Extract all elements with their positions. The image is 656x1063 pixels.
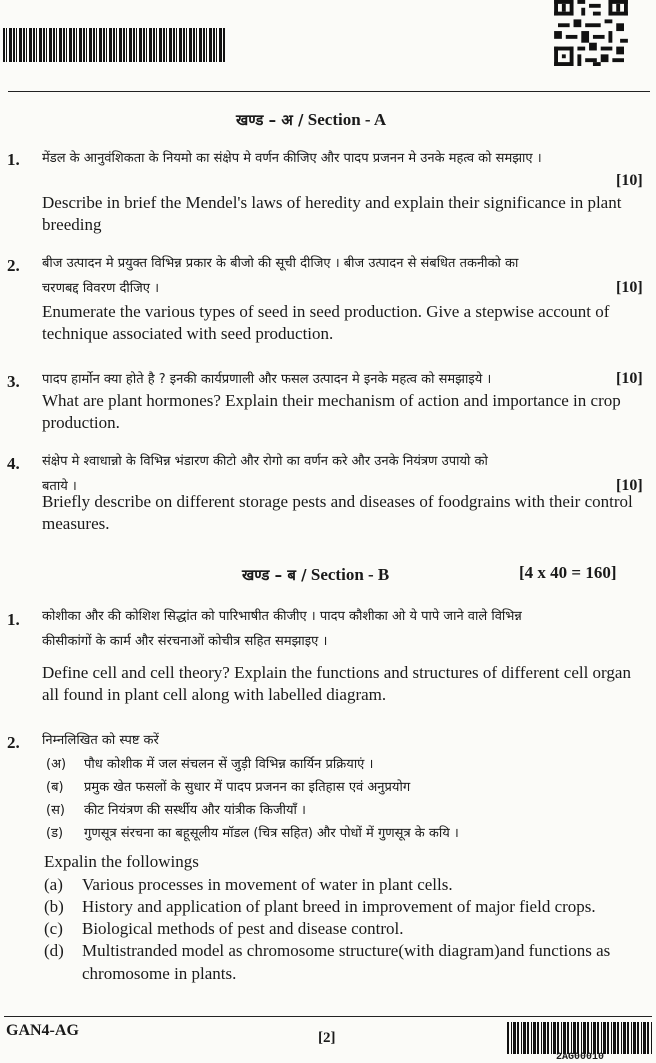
- question-b2-english-item-d: [44, 940, 610, 962]
- question-b2-english-intro: Expalin the followings: [44, 852, 199, 871]
- question-b2-hindi-item-a: [46, 752, 373, 777]
- question-a2-english-line2: technique associated with seed production.: [42, 324, 334, 343]
- item-text: प्रमुक खेत फसलों के सुधार में पादप प्रजनन का इतिहास एवं अनुप्रयोग: [84, 780, 411, 795]
- question-b2-english-item-d-line2: chromosome in plants.: [82, 964, 237, 983]
- section-a-heading-english: Section - A: [307, 110, 387, 129]
- section-b-heading-english: Section - B: [310, 565, 390, 584]
- question-b2-hindi-intro: निम्नलिखित को स्पष्ट करें: [42, 733, 159, 748]
- item-text: कीट नियंत्रण की सर्स्थीय और यांत्रीक किजीयाँ ।: [84, 803, 306, 818]
- question-a2-hindi-line1: बीज उत्पादन मे प्रयुक्त विभिन्न प्रकार के बीजो की सूची दीजिए । बीज उत्पादन से संबधित तकनीको का: [42, 256, 519, 271]
- item-label: (c): [44, 919, 63, 938]
- footer-rule: [4, 1016, 652, 1017]
- question-b2-hindi-item-c: [46, 798, 306, 823]
- question-b2-english-item-c: [44, 918, 404, 940]
- paper-code: GAN4-AG: [6, 1022, 79, 1039]
- question-b2-english-item-a: [44, 874, 453, 896]
- item-label: (ब): [46, 780, 64, 795]
- question-b2-english-item-b: [44, 896, 596, 918]
- question-a2-hindi-line2: चरणबद्द विवरण दीजिए ।: [42, 281, 160, 296]
- question-a1-number: 1.: [7, 150, 20, 169]
- item-text: Multistranded model as chromosome structure(with diagram)and functions as: [82, 941, 611, 960]
- item-text: Biological methods of pest and disease control.: [82, 919, 404, 938]
- question-b1-hindi-line2: कीसीकांगों के कार्म और संरचनाओं कोचीत्र सहित समझाइए ।: [42, 634, 328, 649]
- bottom-barcode: [507, 1022, 653, 1054]
- header-rule: [8, 91, 650, 92]
- section-a-heading: [236, 108, 386, 133]
- item-label: (ड): [46, 826, 64, 841]
- question-b1-english-line2: all found in plant cell along with labelled diagram.: [42, 685, 387, 704]
- qr-code: [553, 0, 629, 66]
- question-a4-english-line1: Briefly describe on different storage pests and diseases of foodgrains with their control: [42, 492, 633, 511]
- question-a4-hindi-line1: संक्षेप मे श्वाधान्नो के विभिन्न भंडारण कीटो और रोगो का वर्णन करे और उनके नियंत्रण उपायो को: [42, 454, 488, 469]
- question-a3-english-line1: What are plant hormones? Explain their mechanism of action and importance in crop: [42, 391, 621, 410]
- item-label: (स): [46, 803, 65, 818]
- page-number: [2]: [318, 1030, 336, 1046]
- bottom-barcode-text: 2AG00010: [556, 1052, 605, 1063]
- top-barcode: [3, 28, 226, 62]
- item-text: History and application of plant breed in improvement of major field crops.: [82, 897, 596, 916]
- question-a3-english-line2: production.: [42, 413, 120, 432]
- question-a4-hindi-line2: बताये ।: [42, 479, 77, 494]
- item-label: (अ): [46, 757, 67, 772]
- question-a1-hindi: मेंडल के आनुवंशिकता के नियमो का संक्षेप मे वर्णन कीजिए और पादप प्रजनन मे उनके महत्व को समझाए ।: [42, 151, 542, 166]
- item-label: (d): [44, 941, 64, 960]
- question-b2-hindi-item-b: [46, 775, 410, 800]
- question-b1-hindi-line1: कोशीका और की कोशिश सिद्धांत को पारिभाषीत कीजीए । पादप कौशीका ओ ये पापे जाने वाले विभिन्न: [42, 609, 522, 624]
- item-text: पौध कोशीक में जल संचलन सें जुड़ी विभिन्न कार्यिन प्रक्रियाएं ।: [84, 757, 374, 772]
- question-a1-english-line2: breeding: [42, 215, 102, 234]
- item-label: (b): [44, 897, 64, 916]
- question-a3-number: 3.: [7, 372, 20, 391]
- question-b1-english-line1: Define cell and cell theory? Explain the functions and structures of different cell organ: [42, 663, 631, 682]
- question-a3-marks: [10]: [616, 370, 643, 387]
- question-a4-number: 4.: [7, 454, 20, 473]
- item-text: गुणसूत्र संरचना का बहूसूलीय मॉडल (चित्र सहित) और पोधों में गुणसूत्र के कयि ।: [84, 826, 459, 841]
- question-a2-marks: [10]: [616, 279, 643, 296]
- question-a1-english-line1: Describe in brief the Mendel's laws of heredity and explain their significance in plant: [42, 193, 622, 212]
- section-b-heading-hindi: खण्ड – ब /: [242, 566, 307, 584]
- section-b-total-marks: [4 x 40 = 160]: [519, 563, 617, 582]
- section-b-heading: [242, 563, 389, 588]
- item-text: Various processes in movement of water in plant cells.: [82, 875, 453, 894]
- section-a-heading-hindi: खण्ड – अ /: [236, 111, 304, 129]
- question-b2-number: 2.: [7, 733, 20, 752]
- question-a3-hindi: पादप हार्मोन क्या होते है ? इनकी कार्यप्रणाली और फसल उत्पादन मे इनके महत्व को समझाइये ।: [42, 372, 492, 387]
- question-a1-marks: [10]: [616, 172, 643, 189]
- item-label: (a): [44, 875, 63, 894]
- question-a4-marks: [10]: [616, 477, 643, 494]
- question-a4-english-line2: measures.: [42, 514, 110, 533]
- question-a2-english-line1: Enumerate the various types of seed in seed production. Give a stepwise account of: [42, 302, 610, 321]
- question-b2-hindi-item-d: [46, 821, 459, 846]
- question-a2-number: 2.: [7, 256, 20, 275]
- question-b1-number: 1.: [7, 610, 20, 629]
